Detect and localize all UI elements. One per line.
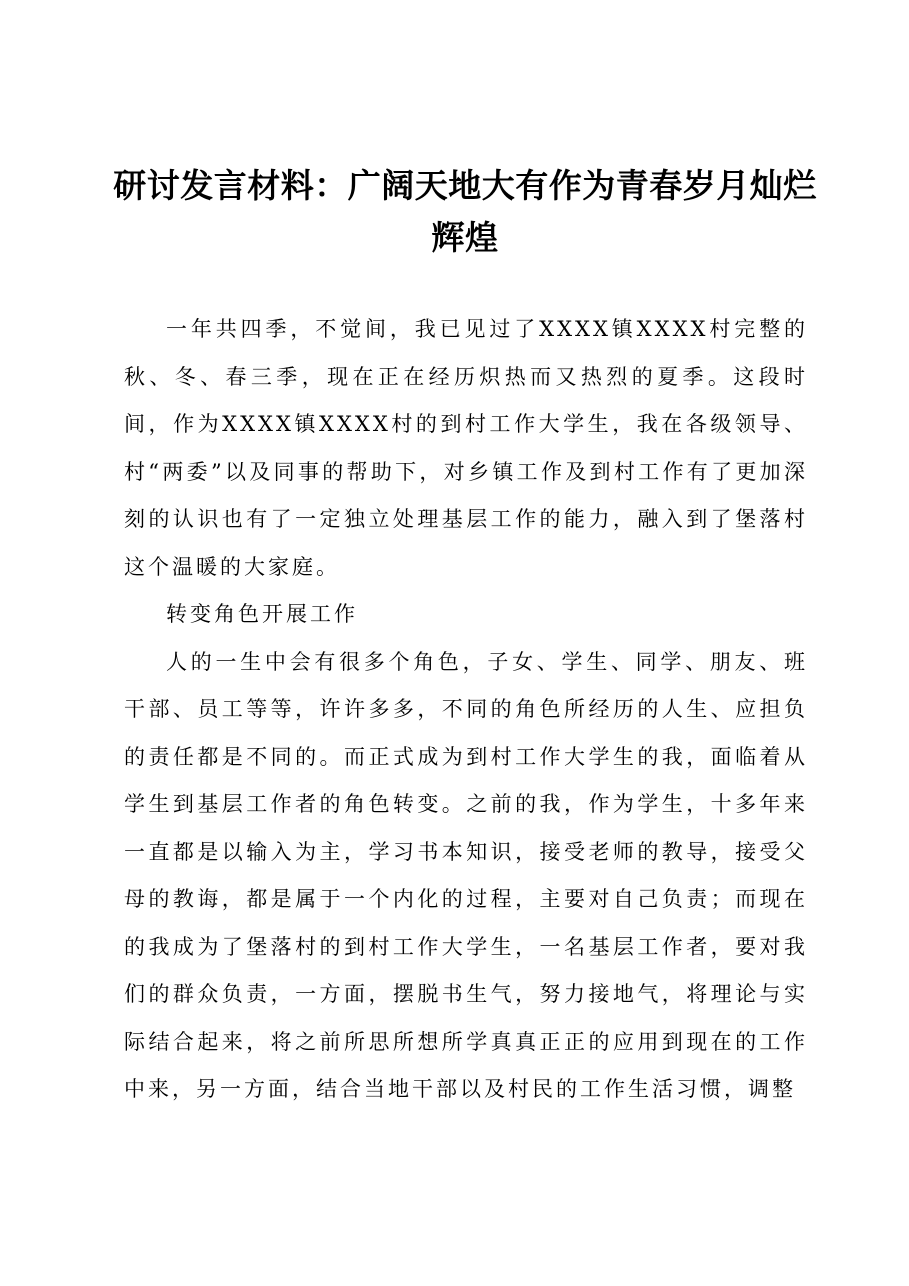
paragraph-intro: 一年共四季，不觉间，我已见过了XXXX镇XXXX村完整的秋、冬、春三季，现在正在经历炽热而又热烈的夏季。这段时间，作为XXXX镇XXXX村的到村工作大学生，我在各级领导、村“两委”以及同事的帮助下，对乡镇工作及到村工作有了更加深刻的认识也有了一定独立处理基层工作的能力，融入到了堡落村这个温暖的大家庭。: [124, 317, 808, 579]
section-heading: 转变角色开展工作: [166, 602, 358, 626]
paragraph-role-change: 人的一生中会有很多个角色，子女、学生、同学、朋友、班干部、员工等等，许许多多，不同的角色所经历的人生、应担负的责任都是不同的。而正式成为到村工作大学生的我，面临着从学生到基层工作者的角色转变。之前的我，作为学生，十多年来一直都是以输入为主，学习书本知识，接受老师的教导，接受父母的教诲，都是属于一个内化的过程，主要对自己负责；而现在的我成为了堡落村的到村工作大学生，一名基层工作者，要对我们的群众负责，一方面，摆脱书生气，努力接地气，将理论与实际结合起来，将之前所思所想所学真真正正的应用到现在的工作中来，另一方面，结合当地干部以及村民的工作生活习惯，调整: [124, 649, 808, 1101]
document-title: 研讨发言材料：广阔天地大有作为青春岁月灿烂辉煌: [113, 166, 817, 257]
document-body: [124, 306, 808, 1114]
